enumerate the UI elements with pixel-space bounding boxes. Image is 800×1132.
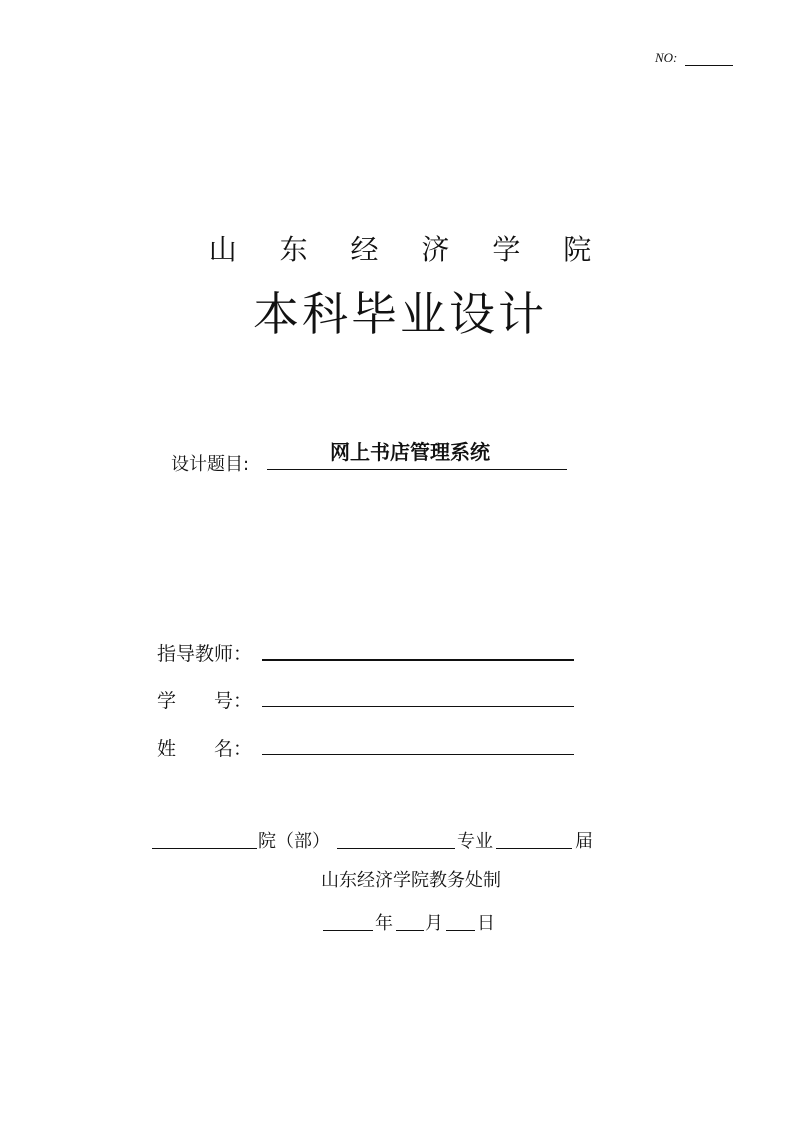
major-label: 专业 bbox=[457, 831, 493, 852]
month-label: 月 bbox=[425, 913, 443, 934]
class-year-label: 届 bbox=[575, 831, 593, 852]
issuer-text: 山东经济学院教务处制 bbox=[321, 870, 501, 891]
topic-label: 设计题目: bbox=[171, 454, 250, 475]
school-name: 山 东 经 济 学 院 bbox=[208, 233, 609, 266]
name-label: 姓 名： bbox=[157, 738, 253, 760]
advisor-label: 指导教师： bbox=[157, 643, 253, 665]
year-blank bbox=[323, 930, 373, 931]
topic-value: 网上书店管理系统 bbox=[330, 440, 490, 464]
major-blank bbox=[337, 848, 455, 849]
advisor-blank bbox=[262, 659, 574, 661]
name-blank bbox=[262, 754, 574, 755]
student-id-blank bbox=[262, 706, 574, 707]
year-label: 年 bbox=[375, 913, 393, 934]
department-label: 院（部） bbox=[258, 831, 330, 852]
topic-underline bbox=[267, 469, 567, 470]
document-number-label: NO: bbox=[655, 50, 678, 65]
day-blank bbox=[446, 930, 475, 931]
class-year-blank bbox=[496, 848, 572, 849]
student-id-label: 学 号： bbox=[157, 690, 253, 712]
day-label: 日 bbox=[477, 913, 495, 934]
document-number-blank bbox=[685, 65, 733, 66]
document-title: 本科毕业设计 bbox=[253, 287, 547, 341]
month-blank bbox=[396, 930, 424, 931]
department-blank bbox=[152, 848, 257, 849]
